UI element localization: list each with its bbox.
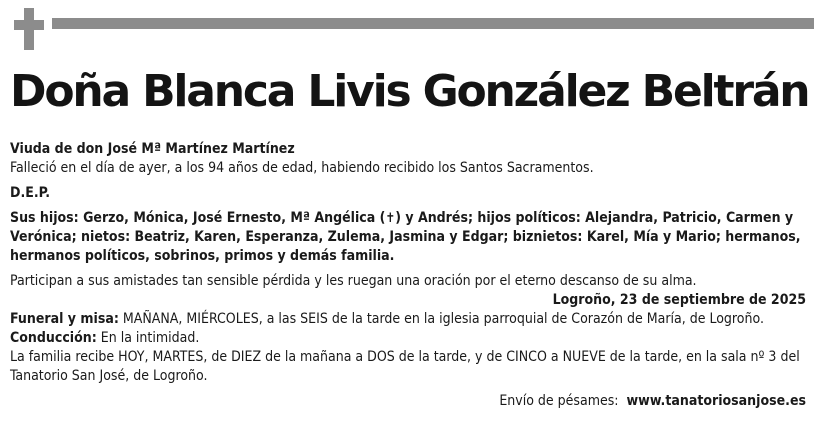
funeral-text: MAÑANA, MIÉRCOLES, a las SEIS de la tarde en la iglesia parroquial de Corazón de María, de Logroño. — [122, 311, 764, 327]
deceased-name: Doña Blanca Livis González Beltrán — [10, 66, 809, 117]
death-line: Falleció en el día de ayer, a los 94 años de edad, habiendo recibido los Santos Sacramentos. — [10, 160, 594, 176]
family-text-2: ) y Andrés; hijos políticos: Alejandra, Patricio, Carmen y Verónica; nietos: Beatriz, Karen, Esperanza, Zulema, Jasmina y Edgar; biznietos: Karel, Mía y Mario; hermanos, hermanos políticos, sobrinos, primos y demás familia. — [10, 210, 801, 264]
condolences-link[interactable]: www.tanatoriosanjose.es — [626, 393, 806, 409]
dep-line: D.E.P. — [10, 185, 51, 201]
condolences-line — [10, 392, 806, 411]
family-paragraph — [10, 209, 806, 266]
funeral-label: Funeral y misa: — [10, 311, 119, 327]
family-text-1: Sus hijos: Gerzo, Mónica, José Ernesto, Mª Angélica ( — [10, 210, 386, 226]
conduction-label: Conducción: — [10, 330, 97, 346]
obituary-body — [10, 140, 806, 411]
conduction-text: En la intimidad. — [100, 330, 200, 346]
condolences-label: Envío de pésames: — [499, 393, 619, 409]
funeral-paragraph — [10, 310, 806, 329]
conduction-paragraph — [10, 329, 806, 348]
deceased-cross-icon: ✝ — [385, 211, 396, 226]
header-rule — [52, 18, 814, 29]
widow-line: Viuda de don José Mª Martínez Martínez — [10, 141, 295, 157]
invitation-line: Participan a sus amistades tan sensible pérdida y les ruegan una oración por el eterno descanso de su alma. — [10, 273, 697, 289]
reception-paragraph: La familia recibe HOY, MARTES, de DIEZ de la mañana a DOS de la tarde, y de CINCO a NUEVE de la tarde, en la sala nº 3 del Tanatorio San José, de Logroño. — [10, 349, 800, 384]
place-date: Logroño, 23 de septiembre de 2025 — [552, 292, 806, 308]
cross-icon — [14, 8, 44, 50]
